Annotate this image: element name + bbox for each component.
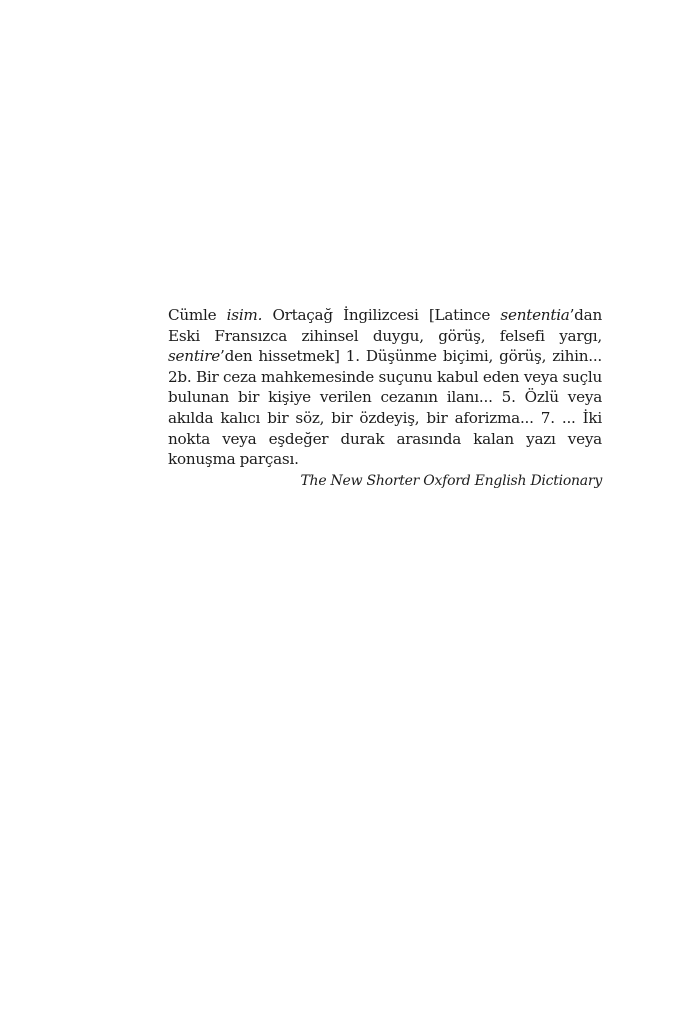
definition-senses: ’den hissetmek] 1. Düşünme biçimi, görüş, zihin... 2b. Bir ceza mahkemesinde suçunu kabul eden veya suçlu bulunan bir kişiye verilen cezanın ilanı... 5. Özlü veya akılda kalıcı bir söz, bir özdeyiş, bir aforizma... 7. ... İki nokta veya eşdeğer durak arasında kalan yazı veya konuşma parçası. — [168, 347, 602, 469]
part-of-speech: isim. — [226, 306, 263, 324]
latin-verb: sentire — [168, 347, 221, 366]
source-citation: The New Shorter Oxford English Dictionary — [300, 472, 602, 489]
latin-word: sententia — [500, 306, 570, 324]
etymology-text-2: ’dan Eski Fransızca zihinsel duygu, görüş, felsefi yargı, — [168, 306, 602, 345]
headword: Cümle — [168, 306, 217, 324]
dictionary-definition — [168, 305, 602, 470]
epigraph — [168, 305, 602, 491]
etymology-text: Ortaçağ İngilizcesi [Latince — [272, 306, 491, 324]
